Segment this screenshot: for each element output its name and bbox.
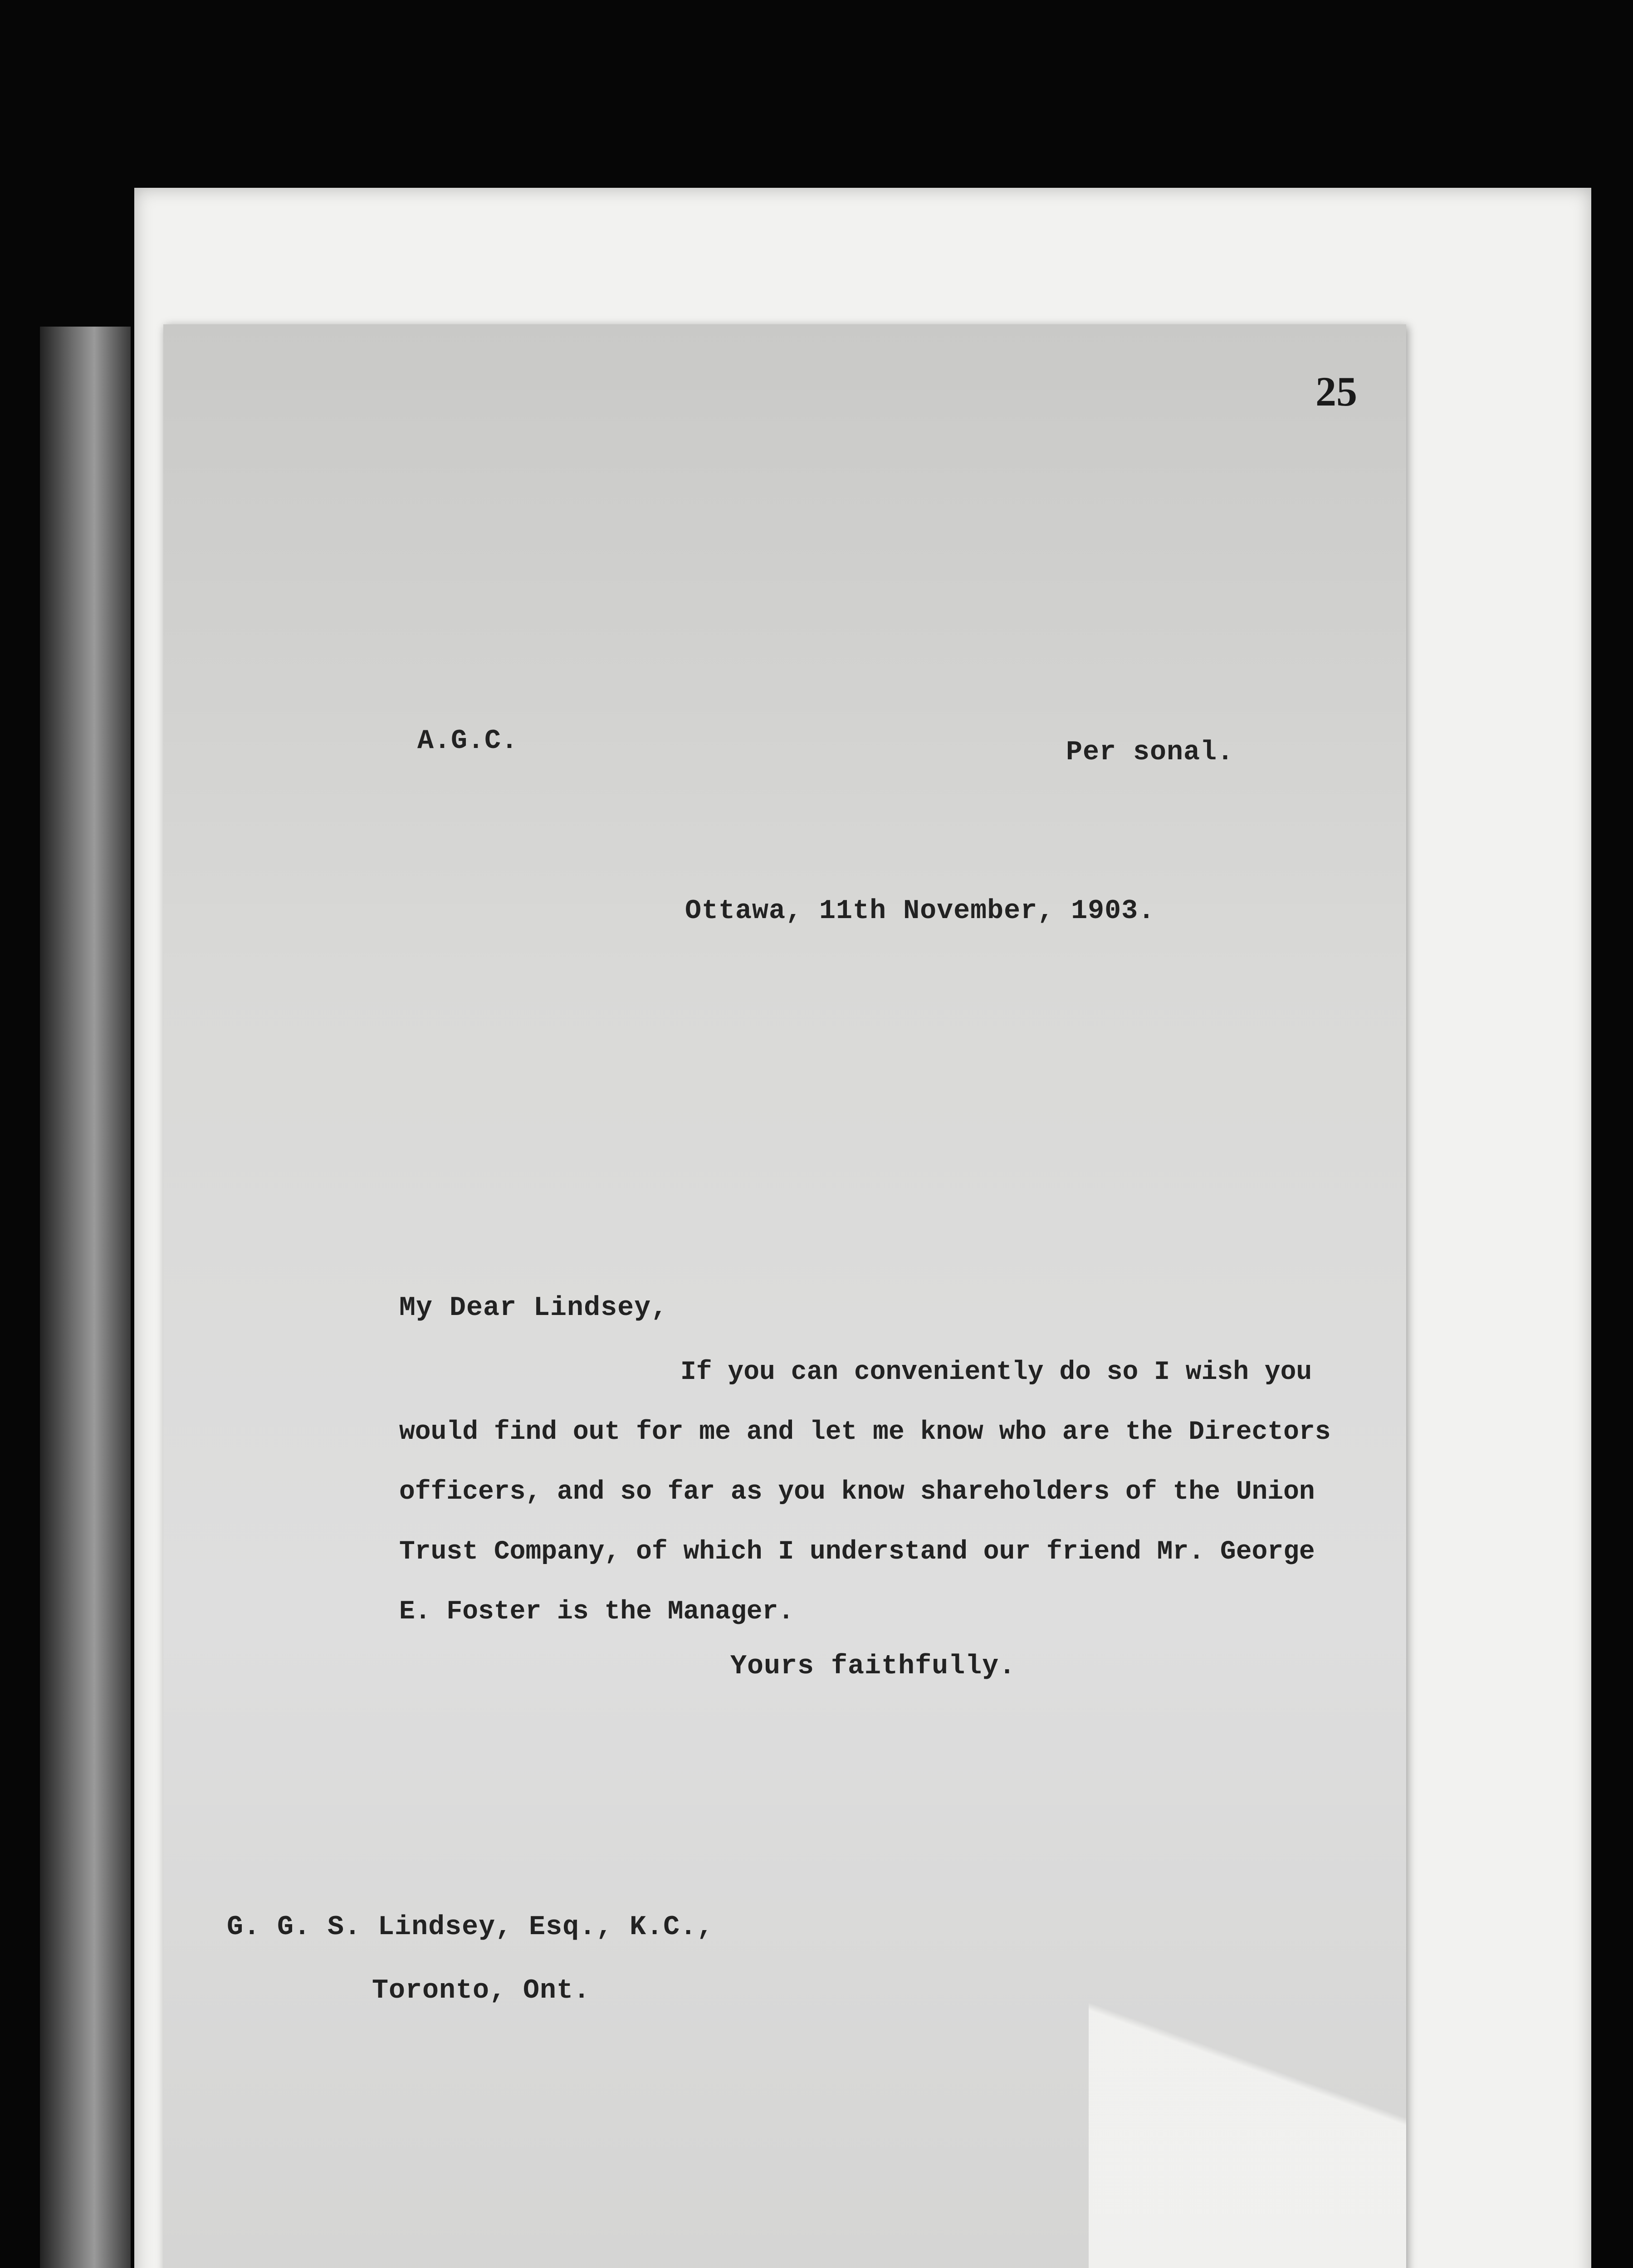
page-number: 25	[1315, 368, 1357, 415]
personal-marking: Per sonal.	[1066, 737, 1234, 768]
dateline: Ottawa, 11th November, 1903.	[685, 896, 1155, 927]
letter-sheet	[163, 324, 1406, 2268]
letter-body-text: If you can conveniently do so I wish you would find out for me and let me know who are the Directors officers, and so far as you know shareholders of the Union Trust Company, of which I understand our friend Mr. George E. Foster is the Manager.	[399, 1358, 1347, 1627]
salutation: My Dear Lindsey,	[399, 1293, 668, 1324]
reference-initials: A.G.C.	[417, 726, 518, 757]
closing: Yours faithfully.	[730, 1651, 1016, 1682]
addressee-place: Toronto, Ont.	[372, 1975, 591, 2006]
letter-body	[399, 1343, 1352, 1642]
folder-spine	[40, 327, 131, 2268]
addressee-name: G. G. S. Lindsey, Esq., K.C.,	[227, 1912, 714, 1943]
